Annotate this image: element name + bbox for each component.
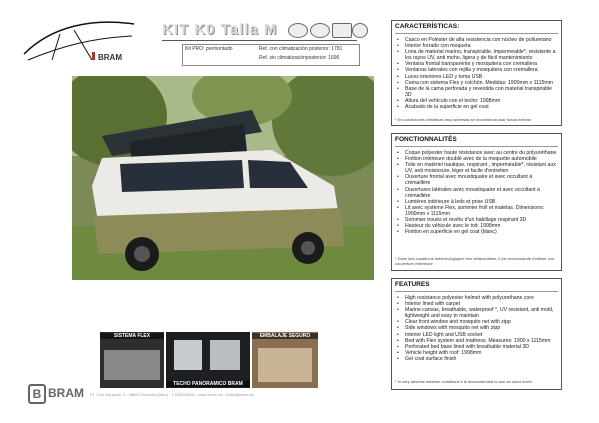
list-item: • Gel coat surface finish — [405, 356, 558, 362]
list-item: • Acabado de la superficie en gel coat — [405, 104, 558, 110]
list-item: • Vehicle height with roof: 1998mm — [405, 350, 558, 356]
list-item: • Lona de material marino, transpirable, impermeable*, resistente a los rayos UV, anti moho, ligera y de fácil mantenimiento — [405, 49, 558, 61]
thumb-safe-packaging — [252, 332, 318, 388]
thumb-label: EMBALAJE SEGURO — [252, 333, 318, 339]
list-item: • Hauteur du véhicule avec le toit: 1998mm — [405, 223, 558, 229]
panel-title: FEATURES — [395, 281, 430, 288]
panel-footnote: * Dans des conditions météorologiques très défavorables, il est recommandé d'utiliser une couverture extérieure — [395, 256, 555, 266]
footer-logo — [28, 384, 88, 402]
feature-list — [395, 37, 558, 110]
panel-features — [391, 278, 562, 390]
thumb-label: SISTEMA FLEX — [100, 333, 164, 339]
kit-pro-text: Kit PRO: premontado — [185, 46, 233, 52]
list-item: • Toile en matériel nautique, respirant , imperméable*, résistant aux UV, anti moisissure, léger et facile d'entretien — [405, 162, 558, 174]
footer-logo-b-icon: B — [28, 384, 46, 404]
panel-caracteristicas — [391, 20, 562, 126]
kit-info-box — [182, 44, 360, 66]
list-item: • Lumières intérieure à leds et prise USB — [405, 199, 558, 205]
list-item: • High resistance polyester helmet with polyurethane core — [405, 295, 558, 301]
list-item: • Marine canvas, breathable, waterproof *, UV resistant, anti mold, lightweight and easy to maintain — [405, 307, 558, 319]
van-photo — [72, 76, 374, 280]
bram-logo — [22, 16, 142, 68]
list-item: • Casco en Poléster de alta resistencia con núcleo de poliuretano — [405, 37, 558, 43]
list-item: • Base de la cama perforada y revestida con material transpirable 3D — [405, 86, 558, 98]
panel-divider — [395, 33, 558, 34]
panel-divider — [395, 291, 558, 292]
citroen-logo-icon — [352, 23, 368, 38]
list-item: • Bed with Flex system and mattress. Measures: 1900 x 1115mm — [405, 338, 558, 344]
list-item: • Side windows with mosquito net with zipp — [405, 325, 558, 331]
panel-divider — [395, 146, 558, 147]
panel-title: FONCTIONNALITÉS — [395, 136, 457, 143]
logo-text: BRAM — [98, 53, 122, 62]
panel-footnote: * En condiciones climáticas muy adversas se recomienda usar funda exterior — [395, 117, 532, 122]
list-item: • Finition en superficie en gel coat (blanc) — [405, 229, 558, 235]
list-item: • Cama con sistema Flex y colchón. Medidas: 1900mm x 1115mm — [405, 80, 558, 86]
list-item: • Ventana frontal transparente y mosquitera con cremallera — [405, 61, 558, 67]
footer-address: P.I. Can Gurrpula, 3 - 08600 Granolla (Barc) - T 938226832 - www.bram.es - bram@bram.es — [90, 392, 254, 397]
list-item: • Altura del vehículo con el techo: 1998mm — [405, 98, 558, 104]
list-item: • Ventanas laterales con rejilla y mosquitera con cremallera — [405, 67, 558, 73]
header-divider — [162, 40, 357, 41]
panel-footnote: * In very adverse weather conditions it is recommended to use an outer cover — [395, 379, 532, 384]
list-item: • Interior LED light and USB socket — [405, 332, 558, 338]
opel-logo-icon — [288, 23, 308, 38]
list-item: • Finition intérieure doublé avec de la moquette automobile — [405, 156, 558, 162]
feature-list — [395, 150, 558, 235]
peugeot-logo-icon — [332, 23, 352, 38]
list-item: • Ouvertures latérales avec moustiquaire et avec occultant à crémaillère — [405, 187, 558, 199]
panel-title: CARACTERÍSTICAS: — [395, 23, 460, 30]
list-item: • Clear front window and mosquito net with zipp — [405, 319, 558, 325]
list-item: • Perforated bed base lined with breathable material 3D — [405, 344, 558, 350]
footer-brand-name: BRAM — [48, 386, 84, 400]
thumb-flex-system — [100, 332, 164, 388]
ref-without-climate: Ref. sin climatizaciónposterior: 1696 — [259, 55, 340, 61]
list-item: • Lit avec système Flex, sommier froll et matelas. Dimensions: 1900mm x 1115mm — [405, 205, 558, 217]
panel-fonctionnalites — [391, 133, 562, 271]
list-item: • Luces interiores LED y toma USB — [405, 74, 558, 80]
thumb-label: TECHO PANORAMICO BRAM — [166, 381, 250, 387]
ref-with-climate: Ref. con climatización posterior: 1781 — [259, 46, 343, 52]
list-item: • Interior forrado con moqueta — [405, 43, 558, 49]
list-item: • Coque polyester haute résistance avec au centre du polyuréthane — [405, 150, 558, 156]
list-item: • Ouverture frontal avec moustiquaire et avec occultant à crémaillère — [405, 174, 558, 186]
thumb-panoramic-roof — [166, 332, 250, 388]
toyota-logo-icon — [310, 23, 330, 38]
list-item: • Interior lined with carpet — [405, 301, 558, 307]
list-item: • Sommier troués et revêtu d'un habillage respirant 3D — [405, 217, 558, 223]
feature-list — [395, 295, 558, 362]
page-title: KIT K0 Talla M — [162, 21, 278, 38]
